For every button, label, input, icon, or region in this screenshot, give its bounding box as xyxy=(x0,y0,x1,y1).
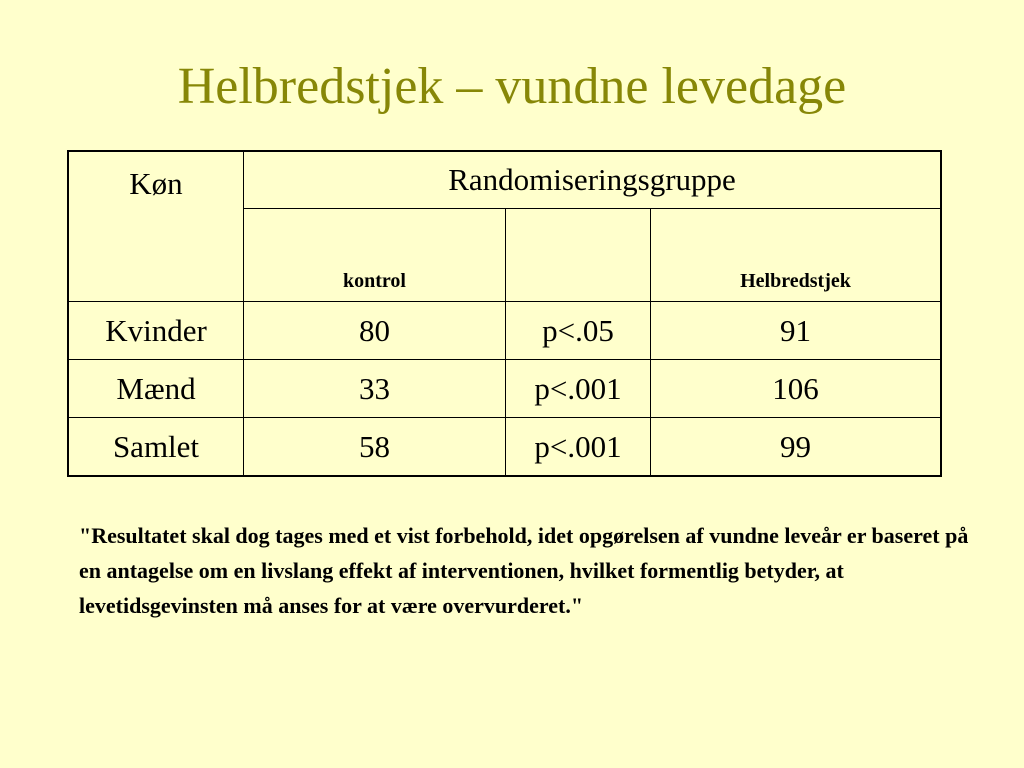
table-row xyxy=(68,418,941,477)
cell-p-value: p<.001 xyxy=(506,418,651,477)
subheader-health-check: Helbredstjek xyxy=(651,209,942,302)
header-kon: Køn xyxy=(68,151,244,302)
cell-p-value: p<.001 xyxy=(506,360,651,418)
slide-title: Helbredstjek – vundne levedage xyxy=(177,58,847,115)
header-randomization-group: Randomiseringsgruppe xyxy=(244,151,942,209)
subheader-empty xyxy=(506,209,651,302)
table-row xyxy=(68,360,941,418)
cell-health-check: 106 xyxy=(651,360,942,418)
subheader-control: kontrol xyxy=(244,209,506,302)
row-label: Kvinder xyxy=(68,302,244,360)
row-label: Samlet xyxy=(68,418,244,477)
row-label: Mænd xyxy=(68,360,244,418)
cell-control: 80 xyxy=(244,302,506,360)
cell-control: 33 xyxy=(244,360,506,418)
results-table xyxy=(67,150,942,477)
table-row xyxy=(68,302,941,360)
cell-health-check: 91 xyxy=(651,302,942,360)
cell-p-value: p<.05 xyxy=(506,302,651,360)
cell-health-check: 99 xyxy=(651,418,942,477)
quote-text: "Resultatet skal dog tages med et vist forbehold, idet opgørelsen af vundne leveår er baseret på en antagelse om en livslang effekt af interventionen, hvilket formentlig betyder, at levetidsgevinsten må anses for at være overvurderet." xyxy=(79,523,969,618)
table-header-row xyxy=(68,151,941,209)
cell-control: 58 xyxy=(244,418,506,477)
